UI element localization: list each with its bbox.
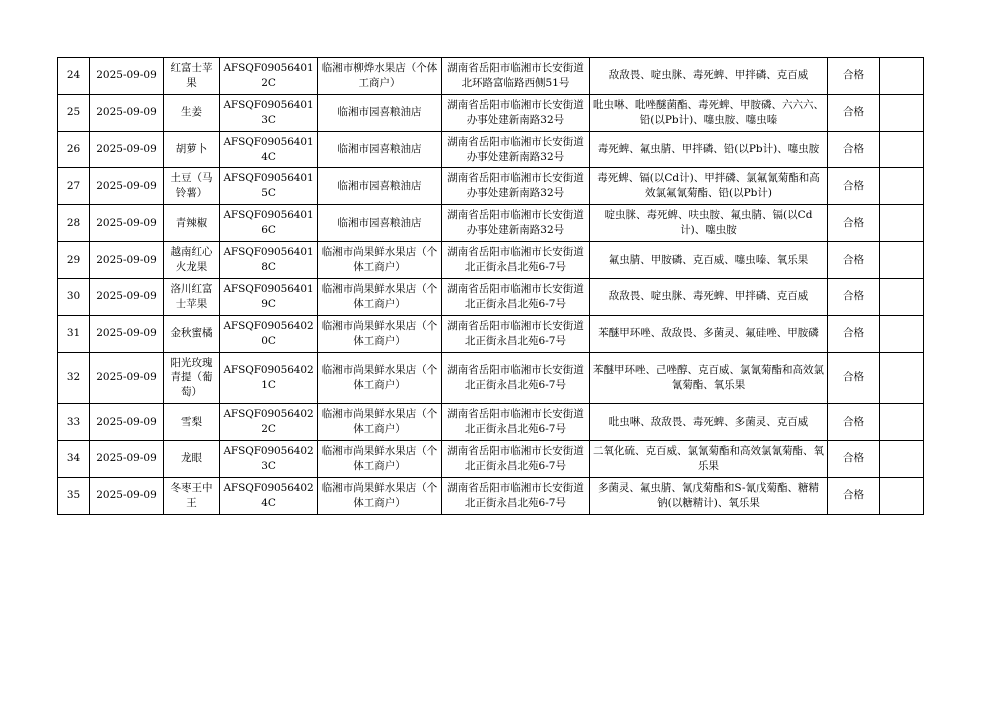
cell-result: 合格 (828, 168, 880, 205)
cell-result: 合格 (828, 352, 880, 404)
cell-sampled-unit: 临湘市园喜粮油店 (318, 131, 442, 168)
table-row (58, 205, 924, 242)
cell-inspection-items: 啶虫脒、毒死蜱、呋虫胺、氟虫腈、镉(以Cd计)、噻虫胺 (590, 205, 828, 242)
cell-sample-code: AFSQF090564013C (220, 94, 318, 131)
cell-index: 25 (58, 94, 90, 131)
table-row (58, 278, 924, 315)
table-row (58, 242, 924, 279)
cell-inspection-items: 多菌灵、氟虫腈、氰戊菊酯和S-氰戊菊酯、糖精钠(以糖精计)、氧乐果 (590, 477, 828, 514)
cell-sampled-unit: 临湘市园喜粮油店 (318, 205, 442, 242)
cell-food-name: 土豆（马铃薯） (164, 168, 220, 205)
cell-sampled-unit: 临湘市尚果鲜水果店（个体工商户） (318, 441, 442, 478)
cell-sample-code: AFSQF090564021C (220, 352, 318, 404)
cell-result: 合格 (828, 242, 880, 279)
cell-sampled-unit: 临湘市尚果鲜水果店（个体工商户） (318, 315, 442, 352)
cell-unit-address: 湖南省岳阳市临湘市长安街道北正街永昌北苑6-7号 (442, 404, 590, 441)
cell-index: 30 (58, 278, 90, 315)
cell-food-name: 青辣椒 (164, 205, 220, 242)
cell-date: 2025-09-09 (90, 242, 164, 279)
cell-date: 2025-09-09 (90, 205, 164, 242)
cell-food-name: 洛川红富士苹果 (164, 278, 220, 315)
cell-date: 2025-09-09 (90, 131, 164, 168)
cell-index: 27 (58, 168, 90, 205)
cell-index: 29 (58, 242, 90, 279)
cell-unit-address: 湖南省岳阳市临湘市长安街道北正街永昌北苑6-7号 (442, 242, 590, 279)
cell-index: 32 (58, 352, 90, 404)
cell-unit-address: 湖南省岳阳市临湘市长安街道办事处建新南路32号 (442, 168, 590, 205)
table-row (58, 168, 924, 205)
cell-food-name: 越南红心火龙果 (164, 242, 220, 279)
table-row (58, 441, 924, 478)
table-body (58, 58, 924, 515)
cell-unit-address: 湖南省岳阳市临湘市长安街道北正街永昌北苑6-7号 (442, 352, 590, 404)
cell-sampled-unit: 临湘市园喜粮油店 (318, 168, 442, 205)
table-row (58, 315, 924, 352)
cell-food-name: 红富士苹果 (164, 58, 220, 95)
cell-inspection-items: 敌敌畏、啶虫脒、毒死蜱、甲拌磷、克百威 (590, 58, 828, 95)
table-row (58, 94, 924, 131)
cell-sampled-unit: 临湘市尚果鲜水果店（个体工商户） (318, 404, 442, 441)
cell-remark (880, 404, 924, 441)
cell-food-name: 冬枣王中王 (164, 477, 220, 514)
cell-inspection-items: 苯醚甲环唑、己唑醇、克百威、氯氰菊酯和高效氯氰菊酯、氧乐果 (590, 352, 828, 404)
cell-unit-address: 湖南省岳阳市临湘市长安街道北正街永昌北苑6-7号 (442, 315, 590, 352)
inspection-table-wrapper (57, 57, 923, 515)
cell-sampled-unit: 临湘市尚果鲜水果店（个体工商户） (318, 278, 442, 315)
cell-index: 28 (58, 205, 90, 242)
cell-sample-code: AFSQF090564018C (220, 242, 318, 279)
cell-remark (880, 441, 924, 478)
cell-date: 2025-09-09 (90, 404, 164, 441)
cell-date: 2025-09-09 (90, 278, 164, 315)
cell-inspection-items: 二氧化硫、克百威、氯氰菊酯和高效氯氰菊酯、氧乐果 (590, 441, 828, 478)
cell-inspection-items: 毒死蜱、镉(以Cd计)、甲拌磷、氯氟氰菊酯和高效氯氟氰菊酯、铅(以Pb计) (590, 168, 828, 205)
cell-result: 合格 (828, 315, 880, 352)
cell-unit-address: 湖南省岳阳市临湘市长安街道办事处建新南路32号 (442, 131, 590, 168)
cell-date: 2025-09-09 (90, 168, 164, 205)
cell-remark (880, 278, 924, 315)
cell-result: 合格 (828, 205, 880, 242)
cell-index: 31 (58, 315, 90, 352)
cell-remark (880, 94, 924, 131)
cell-food-name: 龙眼 (164, 441, 220, 478)
table-row (58, 58, 924, 95)
cell-food-name: 雪梨 (164, 404, 220, 441)
cell-result: 合格 (828, 404, 880, 441)
cell-unit-address: 湖南省岳阳市临湘市长安街道北环路富临路西侧51号 (442, 58, 590, 95)
table-row (58, 352, 924, 404)
cell-inspection-items: 敌敌畏、啶虫脒、毒死蜱、甲拌磷、克百威 (590, 278, 828, 315)
cell-date: 2025-09-09 (90, 315, 164, 352)
cell-date: 2025-09-09 (90, 441, 164, 478)
cell-food-name: 生姜 (164, 94, 220, 131)
cell-sample-code: AFSQF090564020C (220, 315, 318, 352)
cell-food-name: 阳光玫瑰青提（葡萄） (164, 352, 220, 404)
inspection-results-table (57, 57, 924, 515)
cell-inspection-items: 氟虫腈、甲胺磷、克百威、噻虫嗪、氧乐果 (590, 242, 828, 279)
cell-index: 35 (58, 477, 90, 514)
cell-result: 合格 (828, 477, 880, 514)
cell-sample-code: AFSQF090564023C (220, 441, 318, 478)
cell-unit-address: 湖南省岳阳市临湘市长安街道北正街永昌北苑6-7号 (442, 278, 590, 315)
cell-remark (880, 205, 924, 242)
cell-remark (880, 352, 924, 404)
cell-unit-address: 湖南省岳阳市临湘市长安街道办事处建新南路32号 (442, 94, 590, 131)
cell-result: 合格 (828, 94, 880, 131)
table-row (58, 404, 924, 441)
cell-result: 合格 (828, 441, 880, 478)
cell-unit-address: 湖南省岳阳市临湘市长安街道北正街永昌北苑6-7号 (442, 477, 590, 514)
cell-sample-code: AFSQF090564019C (220, 278, 318, 315)
cell-result: 合格 (828, 58, 880, 95)
cell-sample-code: AFSQF090564016C (220, 205, 318, 242)
cell-index: 24 (58, 58, 90, 95)
cell-sampled-unit: 临湘市尚果鲜水果店（个体工商户） (318, 242, 442, 279)
cell-inspection-items: 苯醚甲环唑、敌敌畏、多菌灵、氟硅唑、甲胺磷 (590, 315, 828, 352)
cell-index: 33 (58, 404, 90, 441)
cell-remark (880, 168, 924, 205)
cell-inspection-items: 吡虫啉、吡唑醚菌酯、毒死蜱、甲胺磷、六六六、铅(以Pb计)、噻虫胺、噻虫嗪 (590, 94, 828, 131)
cell-index: 26 (58, 131, 90, 168)
cell-date: 2025-09-09 (90, 58, 164, 95)
cell-date: 2025-09-09 (90, 352, 164, 404)
cell-remark (880, 242, 924, 279)
cell-sample-code: AFSQF090564022C (220, 404, 318, 441)
cell-inspection-items: 吡虫啉、敌敌畏、毒死蜱、多菌灵、克百威 (590, 404, 828, 441)
table-row (58, 477, 924, 514)
cell-date: 2025-09-09 (90, 477, 164, 514)
cell-sampled-unit: 临湘市尚果鲜水果店（个体工商户） (318, 352, 442, 404)
cell-result: 合格 (828, 278, 880, 315)
cell-remark (880, 58, 924, 95)
cell-remark (880, 477, 924, 514)
cell-index: 34 (58, 441, 90, 478)
cell-sample-code: AFSQF090564014C (220, 131, 318, 168)
cell-inspection-items: 毒死蜱、氟虫腈、甲拌磷、铅(以Pb计)、噻虫胺 (590, 131, 828, 168)
cell-remark (880, 131, 924, 168)
table-row (58, 131, 924, 168)
cell-result: 合格 (828, 131, 880, 168)
cell-sample-code: AFSQF090564024C (220, 477, 318, 514)
cell-unit-address: 湖南省岳阳市临湘市长安街道北正街永昌北苑6-7号 (442, 441, 590, 478)
cell-sampled-unit: 临湘市柳烨水果店（个体工商户） (318, 58, 442, 95)
cell-food-name: 金秋蜜橘 (164, 315, 220, 352)
cell-food-name: 胡萝卜 (164, 131, 220, 168)
cell-sample-code: AFSQF090564012C (220, 58, 318, 95)
cell-unit-address: 湖南省岳阳市临湘市长安街道办事处建新南路32号 (442, 205, 590, 242)
cell-sampled-unit: 临湘市尚果鲜水果店（个体工商户） (318, 477, 442, 514)
cell-sampled-unit: 临湘市园喜粮油店 (318, 94, 442, 131)
cell-remark (880, 315, 924, 352)
cell-date: 2025-09-09 (90, 94, 164, 131)
cell-sample-code: AFSQF090564015C (220, 168, 318, 205)
